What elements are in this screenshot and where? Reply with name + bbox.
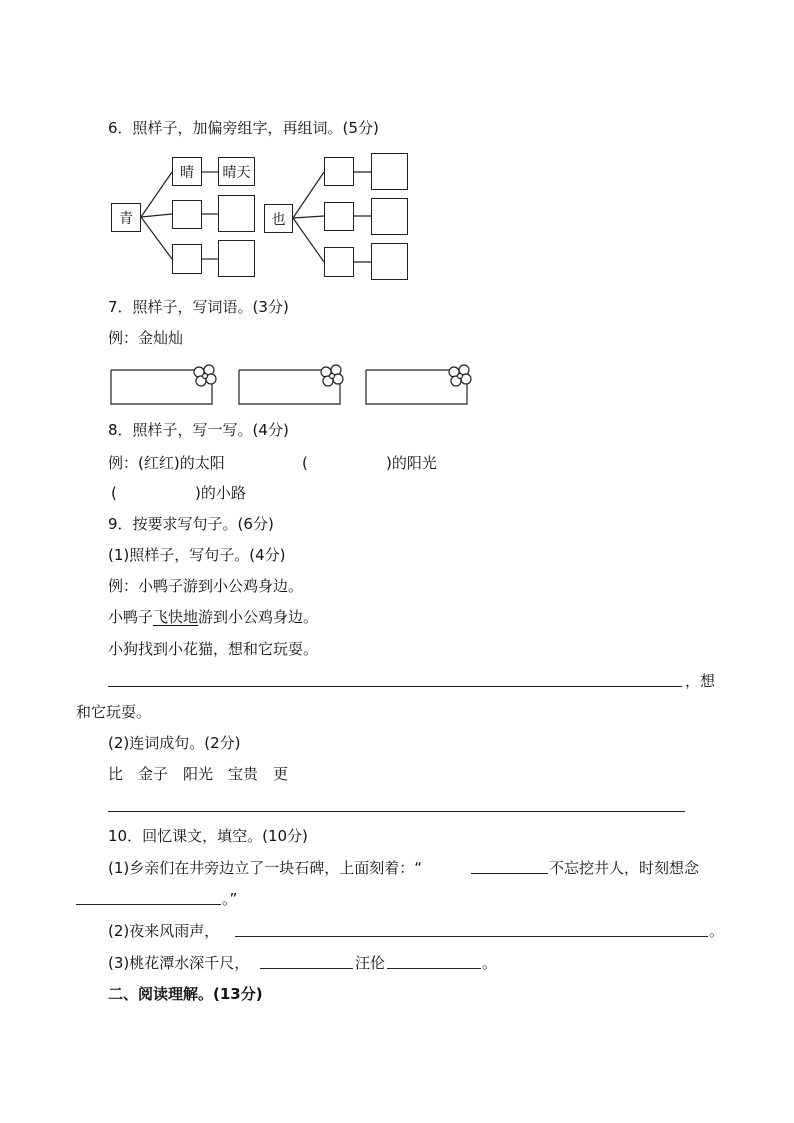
q10-s1-middle: 不忘挖井人，时刻想念	[549, 859, 700, 877]
q7-title: 7．照样子，写词语。(3分)	[108, 298, 289, 316]
q8-example: 例：(红红)的太阳	[108, 454, 225, 472]
q8-blank2-open: (	[111, 484, 117, 502]
q9-answer-line-1[interactable]	[108, 686, 682, 687]
q9-sub1-title: (1)照样子，写句子。(4分)	[108, 546, 286, 564]
q7-answer-card-3	[366, 365, 471, 404]
q9-words: 比 金子 阳光 宝贵 更	[108, 765, 289, 783]
q9-tail-b: 和它玩耍。	[76, 703, 152, 721]
q9-ex-underlined: 飞快地	[153, 608, 199, 626]
q10-blank-4[interactable]	[260, 968, 353, 969]
q10-s2-end: 。	[709, 922, 725, 940]
q8-blank2-close: )的小路	[195, 484, 246, 502]
section2-title: 二、阅读理解。(13分)	[108, 985, 263, 1003]
q9-ex-prefix: 小鸭子	[108, 608, 154, 626]
q10-s2-prefix: (2)夜来风雨声，	[108, 922, 220, 940]
q10-title: 10．回忆课文，填空。(10分)	[108, 827, 308, 845]
q9-example-answer	[108, 607, 318, 627]
q10-s3-prefix: (3)桃花潭水深千尺，	[108, 954, 250, 972]
q8-blank1-open: (	[302, 454, 308, 472]
q9-tail-a: ，想	[685, 672, 716, 690]
q7-answer-card-2	[239, 365, 343, 404]
q6-root-box-2: 也	[264, 204, 293, 233]
q8-blank1-close: )的阳光	[386, 454, 437, 472]
q10-s3-end: 。	[482, 954, 498, 972]
q9-sub2-title: (2)连词成句。(2分)	[108, 734, 241, 752]
q6-title: 6．照样子，加偏旁组字，再组词。(5分)	[108, 119, 379, 137]
q6-example-char-box: 晴	[172, 157, 202, 186]
q9-title: 9．按要求写句子。(6分)	[108, 515, 274, 533]
q9-ex-suffix: 游到小公鸡身边。	[198, 608, 319, 626]
q7-example: 例：金灿灿	[108, 329, 184, 347]
q10-s3-middle: 汪伦	[355, 954, 386, 972]
q8-title: 8．照样子，写一写。(4分)	[108, 421, 289, 439]
q9-answer-line-2[interactable]	[108, 811, 685, 812]
q6-root-box-1: 青	[111, 203, 141, 232]
q9-prompt: 小狗找到小花猫，想和它玩耍。	[108, 640, 319, 658]
q7-answer-card-1	[111, 365, 216, 404]
q10-s1-prefix: (1)乡亲们在井旁边立了一块石碑，上面刻着：“	[108, 859, 423, 877]
q10-blank-5[interactable]	[387, 968, 481, 969]
q9-example: 例：小鸭子游到小公鸡身边。	[108, 577, 304, 595]
q6-example-word-box: 晴天	[218, 157, 255, 186]
q10-s1-end: 。”	[222, 890, 238, 908]
q10-blank-1[interactable]	[471, 873, 548, 874]
q10-blank-3[interactable]	[235, 936, 708, 937]
q10-blank-2[interactable]	[76, 904, 221, 905]
